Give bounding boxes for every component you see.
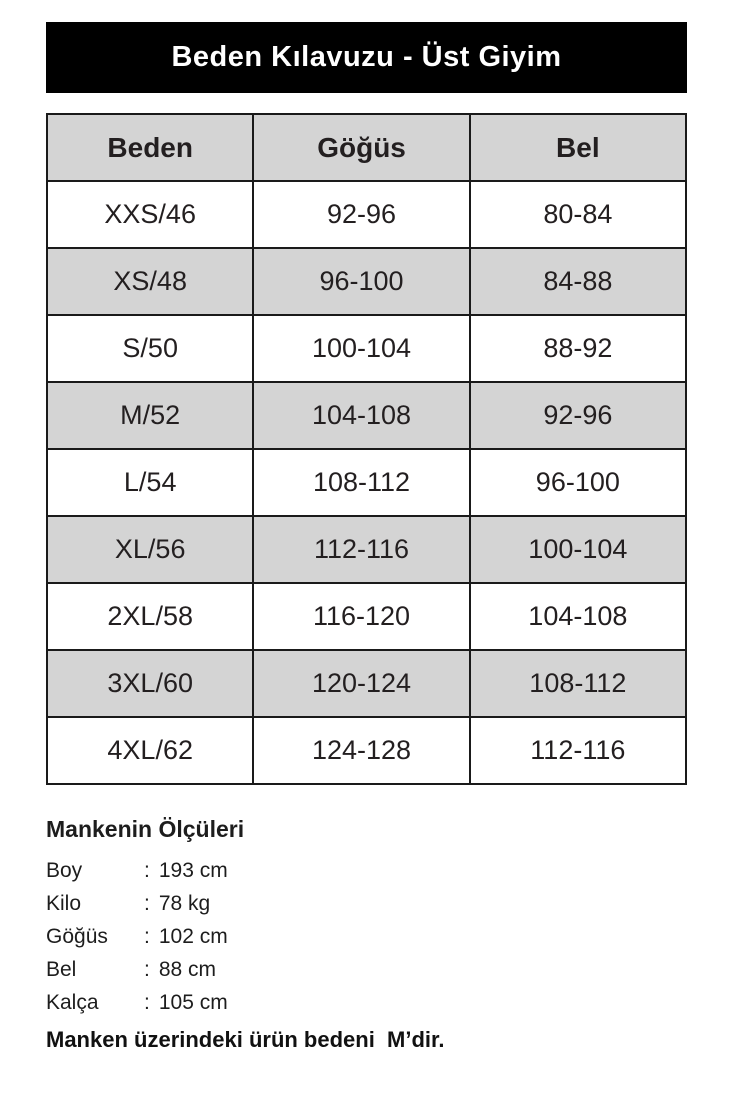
measurement-separator: :: [144, 925, 150, 948]
table-header-row: [47, 114, 686, 181]
table-cell-size: S/50: [47, 315, 253, 382]
table-cell-waist: 96-100: [470, 449, 686, 516]
measurement-value: 78 kg: [158, 892, 211, 915]
measurement-separator: :: [144, 958, 150, 981]
measurement-value: 88 cm: [158, 958, 217, 981]
table-row: [47, 717, 686, 784]
table-cell-size: XL/56: [47, 516, 253, 583]
measurement-row-boy: [46, 854, 687, 887]
table-row: [47, 516, 686, 583]
model-size-note: Manken üzerindeki ürün bedeni M’dir.: [46, 1027, 445, 1052]
table-row: [47, 181, 686, 248]
size-guide-page: [46, 22, 687, 1056]
table-row: [47, 583, 686, 650]
measurement-separator: :: [144, 859, 150, 882]
table-row: [47, 449, 686, 516]
table-cell-waist: 88-92: [470, 315, 686, 382]
table-cell-waist: 80-84: [470, 181, 686, 248]
table-cell-size: 4XL/62: [47, 717, 253, 784]
column-header-bel: Bel: [470, 114, 686, 181]
table-cell-waist: 100-104: [470, 516, 686, 583]
measurement-row-gogus: [46, 920, 687, 953]
size-table: [46, 113, 687, 785]
table-cell-chest: 124-128: [253, 717, 469, 784]
measurement-label: Bel: [46, 958, 77, 981]
table-cell-waist: 92-96: [470, 382, 686, 449]
table-row: [47, 248, 686, 315]
table-cell-size: XS/48: [47, 248, 253, 315]
page-title: Beden Kılavuzu - Üst Giyim: [171, 41, 562, 73]
measurement-separator: :: [144, 991, 150, 1014]
table-cell-size: 3XL/60: [47, 650, 253, 717]
table-cell-waist: 104-108: [470, 583, 686, 650]
measurement-row-bel: [46, 953, 687, 986]
table-cell-chest: 92-96: [253, 181, 469, 248]
model-measurements-title: Mankenin Ölçüleri: [46, 816, 245, 842]
table-cell-chest: 112-116: [253, 516, 469, 583]
measurement-value: 105 cm: [158, 991, 228, 1014]
table-cell-chest: 104-108: [253, 382, 469, 449]
table-cell-waist: 112-116: [470, 717, 686, 784]
measurement-row-kalca: [46, 986, 687, 1019]
table-row: [47, 382, 686, 449]
column-header-beden: Beden: [47, 114, 253, 181]
table-row: [47, 650, 686, 717]
title-bar: [46, 22, 687, 93]
column-header-gogus: Göğüs: [253, 114, 469, 181]
table-cell-chest: 100-104: [253, 315, 469, 382]
measurement-label: Kilo: [46, 892, 82, 915]
table-row: [47, 315, 686, 382]
model-measurements-section: [46, 816, 687, 1056]
table-cell-chest: 116-120: [253, 583, 469, 650]
measurement-value: 193 cm: [158, 859, 228, 882]
table-cell-chest: 120-124: [253, 650, 469, 717]
measurement-row-kilo: [46, 887, 687, 920]
table-cell-size: L/54: [47, 449, 253, 516]
measurement-separator: :: [144, 892, 150, 915]
table-cell-waist: 108-112: [470, 650, 686, 717]
table-cell-size: M/52: [47, 382, 253, 449]
measurement-label: Göğüs: [46, 925, 108, 948]
table-cell-waist: 84-88: [470, 248, 686, 315]
measurement-value: 102 cm: [158, 925, 228, 948]
measurement-label: Kalça: [46, 991, 99, 1014]
table-cell-size: XXS/46: [47, 181, 253, 248]
table-cell-size: 2XL/58: [47, 583, 253, 650]
table-cell-chest: 108-112: [253, 449, 469, 516]
table-cell-chest: 96-100: [253, 248, 469, 315]
measurement-label: Boy: [46, 859, 83, 882]
